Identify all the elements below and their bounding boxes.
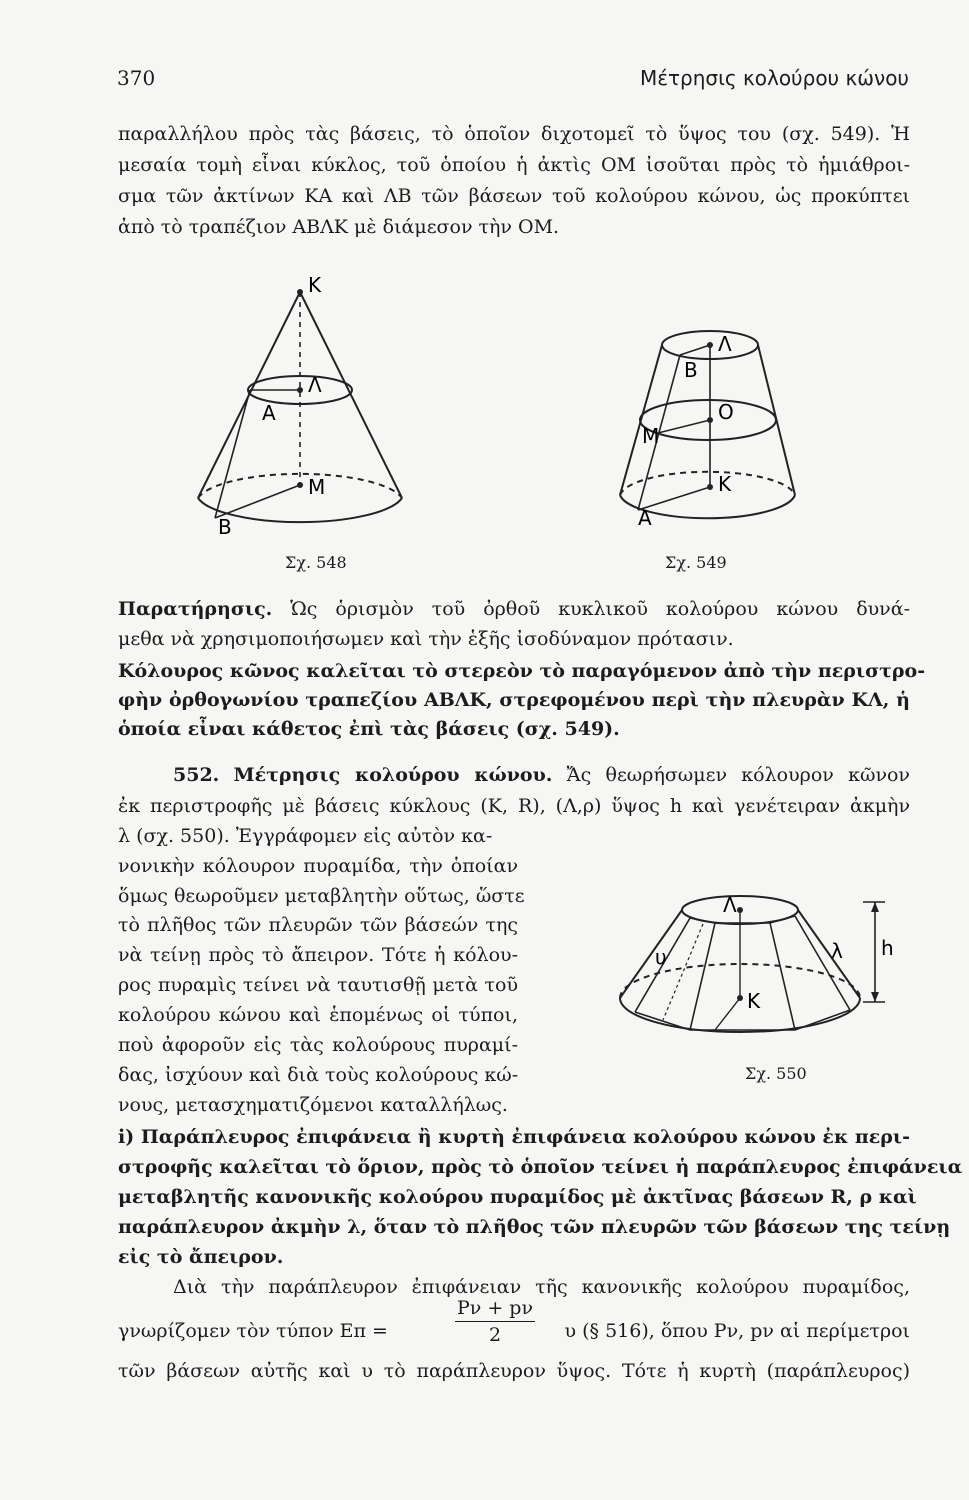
remark-lead: Παρατήρησις.	[118, 598, 273, 620]
formula-fraction	[455, 1295, 535, 1348]
fig550-label-l: Λ	[723, 893, 737, 917]
final-line-3: τῶν βάσεων αὐτῆς καὶ υ τὸ παράπλευρον ὕψος. Τότε ἡ κυρτὴ (παράπλευρος)	[118, 1360, 910, 1382]
intro-line-4: ἀπὸ τὸ τραπέζιον ΑΒΛΚ μὲ διάμεσον τὴν ΟΜ.	[118, 216, 560, 238]
fig549-label-m: M	[642, 424, 660, 448]
fig549-label-l: Λ	[718, 332, 732, 356]
running-title: Μέτρησις κολούρου κώνου	[639, 66, 909, 90]
figure-550	[595, 880, 895, 1050]
fig549-label-b: B	[684, 358, 698, 382]
fig549-label-a: A	[638, 506, 652, 530]
bold-i-line-5: εἰς τὸ ἄπειρον.	[118, 1246, 284, 1268]
final-line-2-pre: γνωρίζομεν τὸν τύπον Eπ =	[118, 1320, 388, 1342]
fig548-label-m: M	[308, 475, 326, 499]
section-first-line-rest: Ἄς θεωρήσωμεν κόλουρον κῶνον	[566, 764, 910, 786]
intro-line-2: μεσαία τομὴ εἶναι κύκλος, τοῦ ὁποίου ἡ ἀκτὶς ΟΜ ἰσοῦται πρὸς τὸ ἡμιάθροι-	[118, 154, 910, 176]
section-line-10: δας, ἰσχύουν καὶ διὰ τοὺς κολούρους κώ-	[118, 1064, 519, 1086]
page-number: 370	[117, 66, 156, 90]
section-line-3: νονικὴν κόλουρον πυραμίδα, τὴν ὁποίαν	[118, 855, 518, 877]
fraction-numerator: Pν + pν	[455, 1295, 535, 1322]
section-line-5: τὸ πλῆθος τῶν πλευρῶν τῶν βάσεών της	[118, 914, 518, 936]
fig549-label-k: K	[718, 472, 732, 496]
fig550-label-h: h	[881, 936, 894, 960]
definition-line-2: φὴν ὀρθογωνίου τραπεζίου ΑΒΛΚ, στρεφομένου περὶ τὴν πλευρὰν ΚΛ, ἡ	[118, 689, 910, 711]
section-number: 552.	[173, 764, 220, 786]
section-line-7: ρος πυραμὶς τείνει νὰ ταυτισθῇ μετὰ τοῦ	[118, 974, 518, 996]
fig550-label-upsilon: υ	[655, 945, 667, 969]
section-line-9: ποὺ ἀφοροῦν εἰς τὰς κολούρους πυραμί-	[118, 1034, 518, 1056]
section-line-8: κολούρου κώνου καὶ ἑπομένως οἱ τύποι,	[118, 1004, 518, 1026]
section-line-2: λ (σχ. 550). Ἐγγράφομεν εἰς αὐτὸν κα-	[118, 825, 493, 847]
fig549-label-o: O	[718, 400, 734, 424]
fig550-label-lambda: λ	[831, 939, 843, 963]
remark-text-1: Ὡς ὁρισμὸν τοῦ ὀρθοῦ κυκλικοῦ κολούρου κώνου δυνά-	[272, 598, 910, 620]
final-line-2-post: υ (§ 516), ὅπου Pν, pν αἱ περίμετροι	[564, 1320, 910, 1342]
remark-line-1	[118, 598, 910, 621]
bold-i-line-3: μεταβλητῆς κανονικῆς κολούρου πυραμίδος μὲ ἀκτῖνας βάσεων R, ρ καὶ	[118, 1186, 917, 1208]
remark-line-2: μεθα νὰ χρησιμοποιήσωμεν καὶ τὴν ἑξῆς ἰσοδύναμον πρότασιν.	[118, 628, 734, 650]
final-line-1: Διὰ τὴν παράπλευρον ἐπιφάνειαν τῆς κανονικῆς κολούρου πυραμίδος,	[173, 1276, 910, 1298]
figure-549	[600, 315, 800, 530]
fig548-label-k: K	[308, 273, 322, 297]
section-title: Μέτρησις κολούρου κώνου.	[233, 764, 553, 786]
intro-line-1: παραλλήλου πρὸς τὰς βάσεις, τὸ ὁποῖον διχοτομεῖ τὸ ὕψος του (σχ. 549). Ἡ	[118, 123, 910, 145]
section-line-6: νὰ τείνῃ πρὸς τὸ ἄπειρον. Τότε ἡ κόλου-	[118, 944, 518, 966]
intro-line-3: σμα τῶν ἀκτίνων ΚΑ καὶ ΛΒ τῶν βάσεων τοῦ κολούρου κώνου, ὡς προκύπτει	[118, 185, 910, 207]
fig548-label-a: A	[262, 401, 276, 425]
bold-i-line-1: i) Παράπλευρος ἐπιφάνεια ἢ κυρτὴ ἐπιφάνεια κολούρου κώνου ἐκ περι-	[118, 1126, 910, 1148]
fig548-label-l: Λ	[308, 373, 322, 397]
fig548-caption: Σχ. 548	[285, 553, 347, 572]
fig549-caption: Σχ. 549	[665, 553, 727, 572]
bold-i-line-2: στροφῆς καλεῖται τὸ ὅριον, πρὸς τὸ ὁποῖον τείνει ἡ παράπλευρος ἐπιφάνεια	[118, 1156, 963, 1178]
figure-548	[180, 270, 430, 545]
section-line-1: ἐκ περιστροφῆς μὲ βάσεις κύκλους (Κ, R), (Λ,ρ) ὕψος h καὶ γενέτειραν ἀκμὴν	[118, 795, 910, 817]
fraction-denominator: 2	[488, 1324, 502, 1346]
fig550-label-k: K	[747, 989, 761, 1013]
section-line-4: ὅμως θεωροῦμεν μεταβλητὴν οὕτως, ὥστε	[118, 885, 525, 907]
bold-i-line-4: παράπλευρον ἀκμὴν λ, ὅταν τὸ πλῆθος τῶν πλευρῶν τῶν βάσεων της τείνῃ	[118, 1216, 951, 1238]
fig550-caption: Σχ. 550	[745, 1064, 807, 1083]
fig548-label-b: B	[218, 515, 232, 539]
section-heading-line	[118, 764, 910, 787]
definition-line-1: Κόλουρος κῶνος καλεῖται τὸ στερεὸν τὸ παραγόμενον ἀπὸ τὴν περιστρο-	[118, 660, 926, 682]
section-line-11: νους, μετασχηματιζόμενοι καταλλήλως.	[118, 1094, 508, 1116]
definition-line-3: ὁποία εἶναι κάθετος ἐπὶ τὰς βάσεις (σχ. 549).	[118, 718, 620, 740]
